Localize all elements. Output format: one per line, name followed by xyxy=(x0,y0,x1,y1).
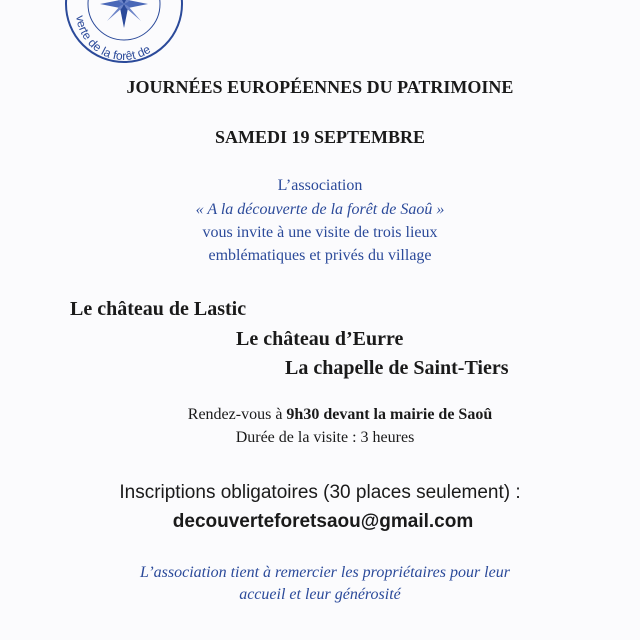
event-title: JOURNÉES EUROPÉENNES DU PATRIMOINE xyxy=(126,77,514,97)
intro-line-1: L’association xyxy=(277,177,363,194)
intro-line-3: vous invite à une visite de trois lieux xyxy=(202,224,438,241)
visit-duration: Durée de la visite : 3 heures xyxy=(235,429,415,446)
registration-text: Inscriptions obligatoires (30 places seulement) : xyxy=(119,482,521,503)
thanks-line-2: accueil et leur générosité xyxy=(239,586,401,603)
place-chateau-lastic: Le château de Lastic xyxy=(70,298,247,320)
place-chapelle-saint-tiers: La chapelle de Saint-Tiers xyxy=(285,357,509,379)
association-logo xyxy=(62,0,186,66)
thanks-line-1: L’association tient à remercier les propriétaires pour leur xyxy=(140,564,510,581)
association-name: « A la découverte de la forêt de Saoû » xyxy=(195,201,445,218)
compass-rose-icon xyxy=(100,0,148,28)
event-date: SAMEDI 19 SEPTEMBRE xyxy=(214,127,426,147)
registration-email[interactable]: decouverteforetsaou@gmail.com xyxy=(172,511,474,532)
meeting-prefix: Rendez-vous à xyxy=(187,406,287,423)
logo-arc-text: verte de la forêt de xyxy=(73,14,153,64)
meeting-info xyxy=(0,406,640,424)
meeting-details: 9h30 devant la mairie de Saoû xyxy=(286,406,493,423)
place-chateau-eurre: Le château d’Eurre xyxy=(236,328,404,350)
intro-line-4: emblématiques et privés du village xyxy=(208,247,432,264)
